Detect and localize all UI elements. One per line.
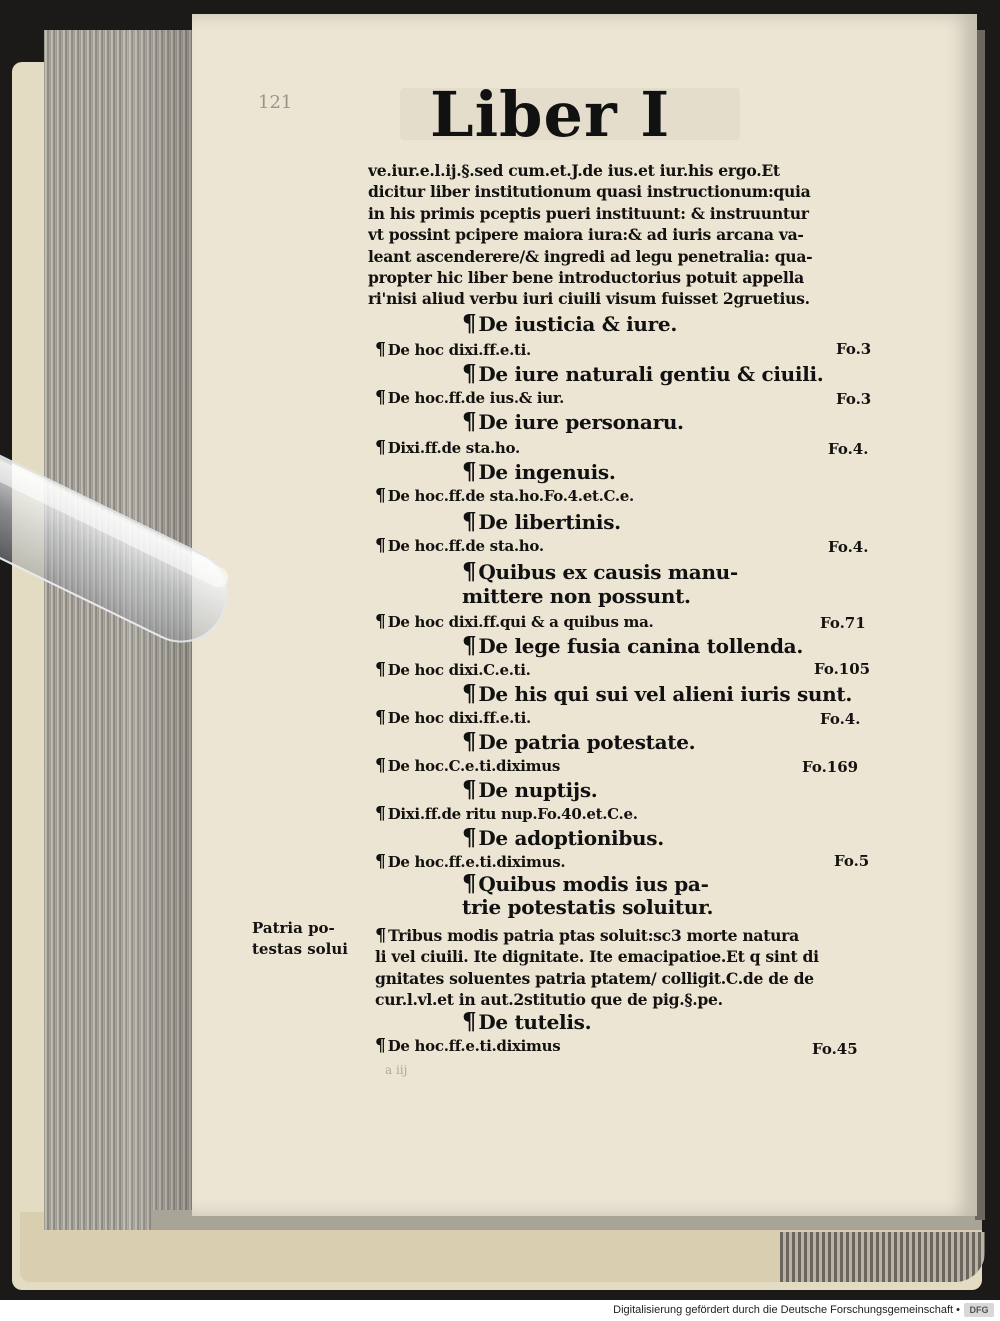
dfg-logo: DFG	[964, 1303, 994, 1317]
entry-heading: ¶ De lege fusia canina tollenda.	[462, 632, 803, 659]
entry-reference: ¶ De hoc.ff.de sta.ho.	[375, 536, 544, 556]
entry-heading: ¶ De his qui sui vel alieni iuris sunt.	[462, 680, 853, 707]
pilcrow-icon: ¶	[462, 360, 477, 387]
margin-note-line: Patria po-	[252, 919, 335, 937]
entry-reference: ¶ De hoc.ff.e.ti.diximus.	[375, 852, 566, 872]
pilcrow-icon: ¶	[375, 536, 386, 556]
entry-reference: ¶ De hoc.ff.e.ti.diximus	[375, 1036, 561, 1056]
folio-reference: Fo.4.	[820, 710, 861, 728]
pilcrow-icon: ¶	[375, 1036, 386, 1056]
intro-line: dicitur liber institutionum quasi instructionum:quia	[368, 182, 811, 202]
pilcrow-icon: ¶	[462, 310, 477, 337]
entry-heading: ¶ De patria potestate.	[462, 728, 696, 755]
pilcrow-icon: ¶	[462, 680, 477, 707]
tribus-line: gnitates soluentes patria ptatem/ colligit.C.de de de	[375, 968, 814, 988]
margin-note-line: testas solui	[252, 940, 348, 958]
pilcrow-icon: ¶	[375, 486, 386, 506]
folio-reference: Fo.3	[836, 390, 872, 408]
entry-heading-continuation: mittere non possunt.	[462, 584, 691, 608]
tribus-line: cur.l.vl.et in aut.2stitutio que de pig.§.pe.	[375, 990, 723, 1010]
folio-reference: Fo.5	[834, 852, 870, 870]
entry-heading: ¶ De nuptijs.	[462, 776, 598, 803]
entry-heading: ¶ De tutelis.	[462, 1008, 592, 1035]
folio-reference: Fo.169	[802, 758, 859, 776]
tribus-line: li vel ciuili. Ite dignitate. Ite emacipatioe.Et q sint di	[375, 947, 819, 967]
funding-notice: Digitalisierung gefördert durch die Deutsche Forschungsgemeinschaft •	[613, 1304, 960, 1316]
entry-reference: ¶ De hoc.ff.de ius.& iur.	[375, 388, 565, 408]
page-title: Liber I	[430, 78, 671, 151]
pilcrow-icon: ¶	[375, 660, 386, 680]
intro-line: in his primis pceptis pueri instituunt: & instruuntur	[368, 203, 809, 223]
tribus-line: ¶ Tribus modis patria ptas soluit:sc3 morte natura	[375, 925, 799, 946]
folio-reference: Fo.3	[836, 340, 872, 358]
entry-heading: ¶ De ingenuis.	[462, 458, 616, 485]
pilcrow-icon: ¶	[462, 776, 477, 803]
entry-heading: ¶ Quibus modis ius pa-	[462, 870, 709, 897]
entry-reference: ¶ De hoc.C.e.ti.diximus	[375, 756, 560, 776]
pilcrow-icon: ¶	[462, 508, 477, 535]
footer-bar	[0, 1300, 1000, 1321]
intro-line: leant ascenderere/& ingredi ad legu penetralia: qua-	[368, 246, 813, 266]
pilcrow-icon: ¶	[375, 388, 386, 408]
entry-heading: ¶ De iure personaru.	[462, 408, 684, 435]
intro-line: vt possint pcipere maiora iura:& ad iuris arcana va-	[368, 225, 804, 245]
entry-reference: ¶ Dixi.ff.de ritu nup.Fo.40.et.C.e.	[375, 804, 638, 824]
pilcrow-icon: ¶	[375, 925, 387, 946]
folio-reference: Fo.4.	[828, 538, 869, 556]
entry-heading-continuation: trie potestatis soluitur.	[462, 895, 714, 919]
pilcrow-icon: ¶	[462, 458, 477, 485]
entry-heading: ¶ De adoptionibus.	[462, 824, 664, 851]
folio-reference: Fo.105	[814, 660, 871, 678]
signature-mark: a iij	[385, 1063, 408, 1077]
pilcrow-icon: ¶	[375, 438, 386, 458]
pilcrow-icon: ¶	[462, 870, 477, 897]
entry-heading: ¶ De iure naturali gentiu & ciuili.	[462, 360, 824, 387]
folio-reference: Fo.71	[820, 614, 866, 632]
pilcrow-icon: ¶	[462, 408, 477, 435]
pilcrow-icon: ¶	[462, 1008, 477, 1035]
intro-line: propter hic liber bene introductorius potuit appella	[368, 267, 804, 287]
intro-paragraph	[368, 160, 880, 310]
pilcrow-icon: ¶	[375, 612, 386, 632]
pilcrow-icon: ¶	[375, 708, 386, 728]
intro-line: ve.iur.e.l.ij.§.sed cum.et.J.de ius.et iur.his ergo.Et	[368, 161, 780, 180]
entry-heading: ¶ De libertinis.	[462, 508, 621, 535]
margin-note	[252, 918, 348, 960]
entry-reference: ¶ Dixi.ff.de sta.ho.	[375, 438, 520, 458]
pilcrow-icon: ¶	[462, 632, 477, 659]
binding-edge	[780, 1232, 985, 1282]
tribus-paragraph	[375, 925, 880, 1011]
pilcrow-icon: ¶	[462, 824, 477, 851]
entry-reference: ¶ De hoc dixi.ff.e.ti.	[375, 340, 531, 360]
intro-line: ri'nisi aliud verbu iuri ciuili visum fuisset 2gruetius.	[368, 289, 810, 309]
entry-heading: ¶ De iusticia & iure.	[462, 310, 677, 337]
entry-heading: ¶ Quibus ex causis manu-	[462, 558, 738, 585]
pilcrow-icon: ¶	[462, 558, 477, 585]
pilcrow-icon: ¶	[375, 756, 386, 776]
folio-reference: Fo.4.	[828, 440, 869, 458]
pilcrow-icon: ¶	[462, 728, 477, 755]
pilcrow-icon: ¶	[375, 852, 386, 872]
entry-reference: ¶ De hoc dixi.C.e.ti.	[375, 660, 531, 680]
page-number: 121	[258, 92, 293, 113]
pilcrow-icon: ¶	[375, 804, 386, 824]
pilcrow-icon: ¶	[375, 340, 386, 360]
folio-reference: Fo.45	[812, 1040, 858, 1058]
entry-reference: ¶ De hoc dixi.ff.e.ti.	[375, 708, 531, 728]
entry-reference: ¶ De hoc dixi.ff.qui & a quibus ma.	[375, 612, 654, 632]
entry-reference: ¶ De hoc.ff.de sta.ho.Fo.4.et.C.e.	[375, 486, 634, 506]
